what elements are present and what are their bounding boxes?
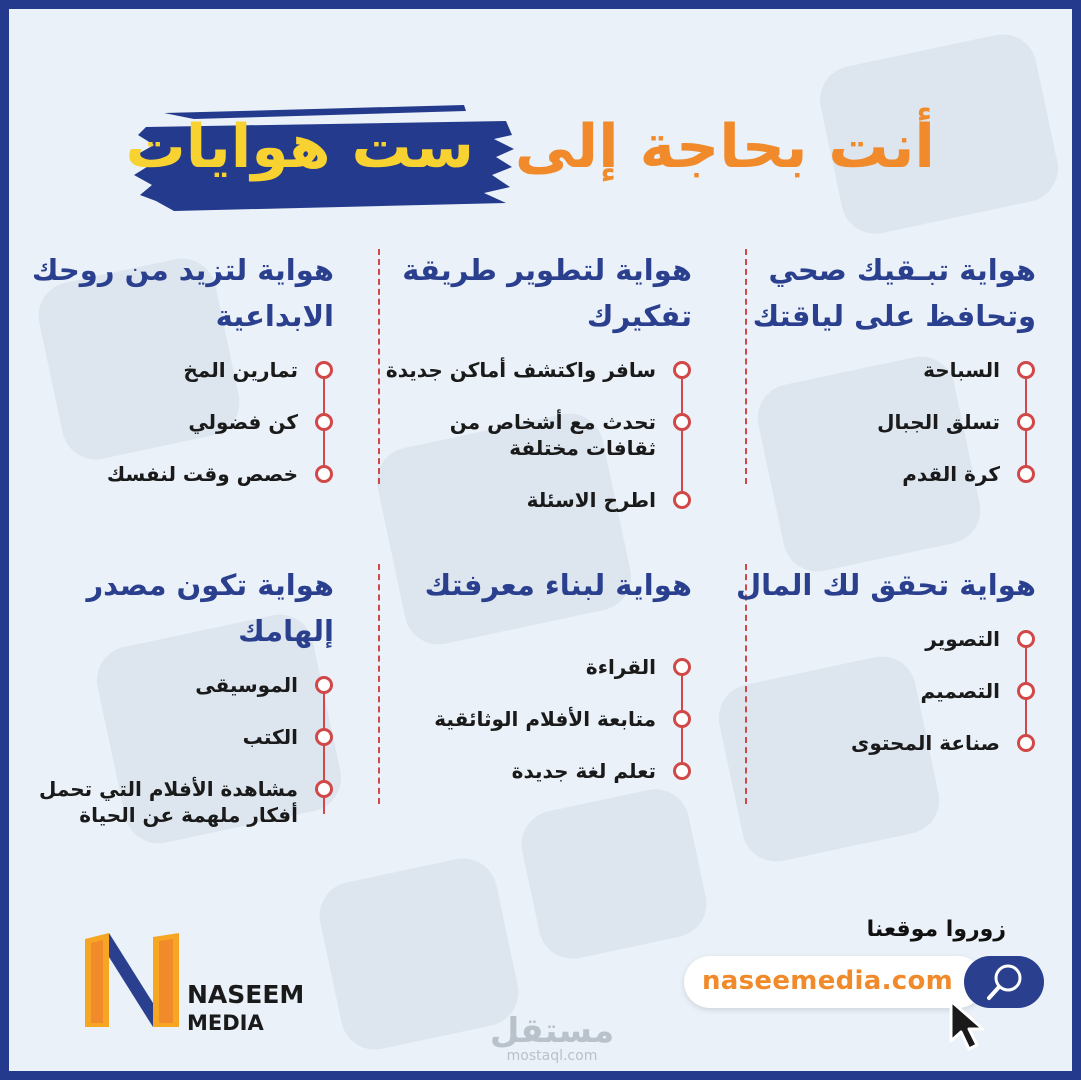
page-title bbox=[125, 107, 935, 187]
column-divider bbox=[378, 564, 380, 804]
list-item: السباحة bbox=[726, 357, 1036, 383]
list-item: الموسيقى bbox=[24, 672, 334, 698]
bullet-dot bbox=[1017, 734, 1035, 752]
category-title: هواية تحقق لك المال bbox=[735, 568, 1036, 602]
bg-shape bbox=[515, 783, 712, 965]
item-list bbox=[726, 626, 1036, 756]
watermark-ar: مستقل bbox=[489, 1011, 615, 1051]
title-block bbox=[9, 87, 1081, 217]
list-item: صناعة المحتوى bbox=[726, 730, 1036, 756]
item-list bbox=[24, 357, 334, 487]
list-item: خصص وقت لنفسك bbox=[24, 461, 334, 487]
list-item: مشاهدة الأفلام التي تحمل أفكار ملهمة عن الحياة bbox=[24, 776, 334, 828]
item-list bbox=[24, 672, 334, 828]
list-item: تحدث مع أشخاص من ثقافات مختلفة bbox=[382, 409, 692, 461]
category-title: هواية لتطوير طريقة تفكيرك bbox=[402, 253, 692, 333]
bullet-dot bbox=[315, 465, 333, 483]
category-card bbox=[726, 562, 1036, 756]
list-item: كرة القدم bbox=[726, 461, 1036, 487]
bullet-dot bbox=[315, 780, 333, 798]
bullet-dot bbox=[673, 710, 691, 728]
bullet-dot bbox=[315, 361, 333, 379]
bullet-dot bbox=[1017, 630, 1035, 648]
category-title: هواية تكون مصدر إلهامك bbox=[86, 568, 334, 648]
list-item: تعلم لغة جديدة bbox=[382, 758, 692, 784]
visit-label: زوروا موقعنا bbox=[866, 917, 1006, 942]
bullet-dot bbox=[673, 361, 691, 379]
bullet-dot bbox=[315, 728, 333, 746]
bullet-dot bbox=[673, 658, 691, 676]
category-card bbox=[726, 247, 1036, 487]
category-title: هواية تبـقيك صحي وتحافظ على لياقتك bbox=[752, 253, 1036, 333]
list-item: التصوير bbox=[726, 626, 1036, 652]
bullet-dot bbox=[315, 676, 333, 694]
n-letter-logo-icon bbox=[83, 931, 193, 1031]
item-list bbox=[382, 357, 692, 513]
bullet-dot bbox=[1017, 413, 1035, 431]
category-card bbox=[24, 247, 334, 487]
bullet-dot bbox=[1017, 361, 1035, 379]
list-item: تسلق الجبال bbox=[726, 409, 1036, 435]
list-item: متابعة الأفلام الوثائقية bbox=[382, 706, 692, 732]
category-card bbox=[24, 562, 334, 828]
bullet-dot bbox=[315, 413, 333, 431]
item-list bbox=[726, 357, 1036, 487]
list-item: التصميم bbox=[726, 678, 1036, 704]
list-item: سافر واكتشف أماكن جديدة bbox=[382, 357, 692, 383]
category-card bbox=[382, 247, 692, 513]
url-pill[interactable] bbox=[684, 956, 984, 1008]
list-item: الكتب bbox=[24, 724, 334, 750]
title-part2: ست هوايات bbox=[125, 112, 474, 182]
bullet-dot bbox=[1017, 465, 1035, 483]
column-divider bbox=[378, 249, 380, 484]
brand-line2: MEDIA bbox=[187, 1011, 264, 1035]
item-list bbox=[382, 654, 692, 784]
brand-line1: NASEEM bbox=[187, 980, 305, 1009]
bullet-dot bbox=[1017, 682, 1035, 700]
title-part1: أنت بحاجة إلى bbox=[514, 112, 935, 182]
brand-name bbox=[187, 981, 304, 1037]
category-title: هواية لتزيد من روحك الابداعية bbox=[31, 253, 334, 333]
website-url[interactable]: naseemedia.com bbox=[702, 966, 954, 996]
bullet-dot bbox=[673, 762, 691, 780]
category-title: هواية لبناء معرفتك bbox=[424, 568, 692, 602]
mouse-pointer-icon bbox=[947, 999, 995, 1051]
bullet-dot bbox=[673, 413, 691, 431]
watermark-en: mostaql.com bbox=[506, 1048, 598, 1064]
watermark bbox=[487, 1011, 617, 1064]
list-item: كن فضولي bbox=[24, 409, 334, 435]
bullet-dot bbox=[673, 491, 691, 509]
list-item: تمارين المخ bbox=[24, 357, 334, 383]
list-item: اطرح الاسئلة bbox=[382, 487, 692, 513]
list-item: القراءة bbox=[382, 654, 692, 680]
category-card bbox=[382, 562, 692, 784]
